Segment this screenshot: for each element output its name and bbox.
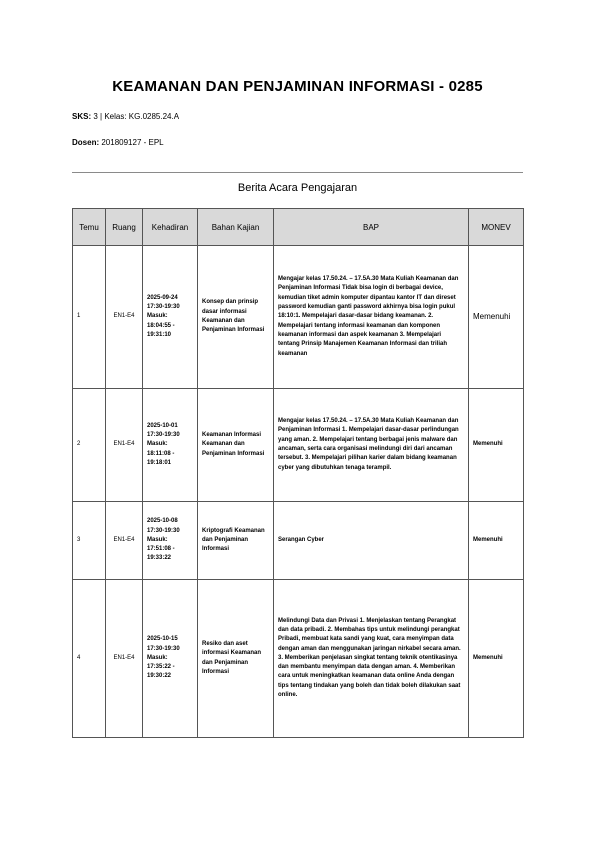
cell-kehadiran: 2025-09-24 17:30-19:30 Masuk: 18:04:55 - 19:31:10: [143, 246, 198, 389]
cell-bahan-kajian: Konsep dan prinsip dasar informasi Keamanan dan Penjaminan Informasi: [198, 246, 274, 389]
cell-temu: 1: [73, 246, 106, 389]
sks-value: 3 | Kelas: KG.0285.24.A: [93, 112, 180, 121]
cell-kehadiran: 2025-10-08 17:30-19:30 Masuk: 17:51:08 - 19:33:22: [143, 502, 198, 580]
cell-bahan-kajian: Kriptografi Keamanan dan Penjaminan Informasi: [198, 502, 274, 580]
cell-ruang: EN1-E4: [106, 580, 143, 738]
header-kehadiran: Kehadiran: [143, 209, 198, 246]
cell-monev: Memenuhi: [469, 502, 524, 580]
cell-monev: Memenuhi: [469, 389, 524, 502]
course-meta: [72, 112, 179, 121]
table-row: [73, 389, 524, 502]
section-title: Berita Acara Pengajaran: [237, 182, 358, 194]
cell-kehadiran: 2025-10-15 17:30-19:30 Masuk: 17:35:22 - 19:30:22: [143, 580, 198, 738]
table-row: [73, 246, 524, 389]
cell-bahan-kajian: Keamanan Informasi Keamanan dan Penjaminan Informasi: [198, 389, 274, 502]
sks-label: SKS:: [72, 112, 92, 121]
cell-temu: 4: [73, 580, 106, 738]
cell-monev: Memenuhi: [469, 580, 524, 738]
cell-ruang: EN1-E4: [106, 389, 143, 502]
cell-ruang: EN1-E4: [106, 502, 143, 580]
cell-bap: Melindungi Data dan Privasi 1. Menjelaskan tentang Perangkat dan data pribadi. 2. Membahas tips untuk melindungi perangkat Pribadi, membuat kata sandi yang kuat, cara menyimpan data dengan aman dan menggunakan jaringan nirkabel secara aman. 3. Memberikan penjelasan singkat tentang teknik otentikasinya dan membantu menyimpan data dengan aman. 4. Memberikan cara untuk meningkatkan keamanan data online Anda dengan tips tentang tindakan yang boleh dan tidak boleh dilakukan saat online.: [274, 580, 469, 738]
cell-bahan-kajian: Resiko dan aset informasi Keamanan dan Penjaminan Informasi: [198, 580, 274, 738]
cell-kehadiran: 2025-10-01 17:30-19:30 Masuk: 18:11:08 - 19:18:01: [143, 389, 198, 502]
cell-temu: 2: [73, 389, 106, 502]
header-bahan-kajian: Bahan Kajian: [198, 209, 274, 246]
dosen-label: Dosen:: [72, 138, 100, 147]
dosen-value: 201809127 - EPL: [101, 138, 164, 147]
cell-monev: Memenuhi: [469, 246, 524, 389]
cell-bap: Serangan Cyber: [274, 502, 469, 580]
divider: [72, 172, 523, 173]
table-header-row: [73, 209, 524, 246]
table-row: [73, 580, 524, 738]
lecturer-meta: [72, 138, 164, 147]
header-bap: BAP: [274, 209, 469, 246]
cell-ruang: EN1-E4: [106, 246, 143, 389]
cell-temu: 3: [73, 502, 106, 580]
header-temu: Temu: [73, 209, 106, 246]
table-row: [73, 502, 524, 580]
header-ruang: Ruang: [106, 209, 143, 246]
teaching-report-table: [72, 208, 524, 738]
cell-bap: Mengajar kelas 17.50.24. – 17.5A.30 Mata Kuliah Keamanan dan Penjaminan Informasi Tidak bisa login di berbagai device, kemudian tiket admin komputer dipantau kantor IT dan direset password kemudian ganti password akhirnya bisa login pukul 18:10:1. Mempelajari dasar-dasar bidang keamanan. 2. Mempelajari tentang informasi keamanan dan komponen keamanan informasi dan aspek keamanan 3. Mempelajari tentang Prinsip Manajemen Keamanan Informasi dan triliah keamanan: [274, 246, 469, 389]
cell-bap: Mengajar kelas 17.50.24. – 17.5A.30 Mata Kuliah Keamanan dan Penjaminan Informasi 1. Mempelajari dasar-dasar perlindungan yang aman. 2. Mempelajari tentang berbagai jenis malware dan ancaman, serta cara organisasi melindungi diri dari ancaman tersebut. 3. Mempelajari pilihan karier dalam bidang keamanan cyber yang dibutuhkan tenaga terampil.: [274, 389, 469, 502]
page-title: KEAMANAN DAN PENJAMINAN INFORMASI - 0285: [112, 78, 483, 95]
header-monev: MONEV: [469, 209, 524, 246]
